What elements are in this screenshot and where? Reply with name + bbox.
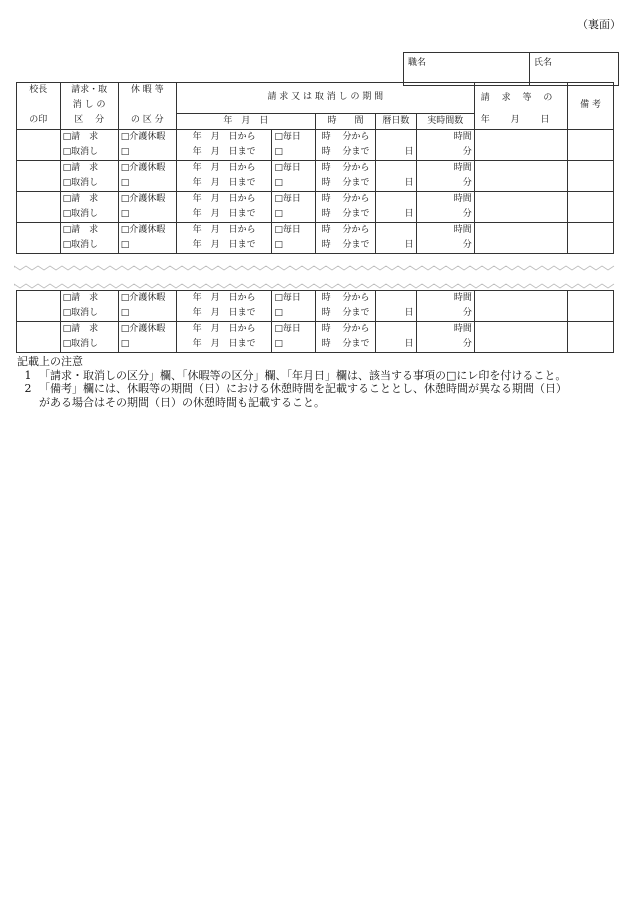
other-checkbox[interactable]: □ (272, 207, 316, 223)
note-item: 1 「請求・取消しの区分」欄、「休暇等の区分」欄、「年月日」欄は、該当する事項の□にレ印を付けること。 (24, 368, 567, 382)
to-date-field[interactable]: 年 月 日まで (176, 176, 272, 192)
daily-checkbox[interactable]: □毎日 (272, 191, 316, 207)
cancel-checkbox[interactable]: □取消し (60, 238, 118, 254)
from-date-field[interactable]: 年 月 日から (176, 291, 272, 307)
leave-request-table-continued (16, 290, 614, 353)
leave-request-table: 校長 請求・取 休 暇 等 請 求 又 は 取 消 し の 期 間 請 求 等 の 備 考 消 し の の印 区 分 の 区 分 年 月 日 時 間 暦日数 実時間数 年 月 日 □請 求 □介護休暇 年 月 日から □毎日 時 分から 時間 □取消し □ 年 月 日まで □ 時 分まで 日 分 □請 求 □介護休暇 年 月 日から □毎日 時 分から 時間 □取消し □ 年 月 日まで □ 時 分まで 日 分 □請 求 □介護休暇 年 月 日から □毎日 時 分から 時間 □取消し □ 年 月 日まで □ 時 分まで 日 分 □請 求 □介護休暇 年 月 日から □毎日 時 分から 時間 □取消し □ 年 月 日まで □ 時 分まで 日 分 (16, 82, 614, 254)
cancel-checkbox[interactable]: □取消し (60, 176, 118, 192)
hours-field[interactable]: 時間 (416, 322, 474, 338)
to-time-field[interactable]: 時 分まで (315, 238, 375, 254)
time-header: 時 間 (315, 113, 375, 129)
from-time-field[interactable]: 時 分から (315, 160, 375, 176)
from-time-field[interactable]: 時 分から (315, 129, 375, 145)
request-date-field[interactable] (474, 129, 567, 145)
other-checkbox[interactable]: □ (272, 238, 316, 254)
request-date-field[interactable] (474, 291, 567, 307)
request-date-field[interactable] (474, 191, 567, 207)
remarks-field[interactable] (568, 160, 614, 176)
from-date-field[interactable]: 年 月 日から (176, 191, 272, 207)
days-unit: 日 (376, 238, 416, 254)
daily-checkbox[interactable]: □毎日 (272, 160, 316, 176)
name-label: 氏名 (534, 58, 553, 68)
minutes-unit: 分 (416, 238, 474, 254)
principal-seal-cell[interactable] (17, 222, 61, 238)
period-title-header: 請 求 又 は 取 消 し の 期 間 (176, 83, 474, 114)
calendar-days-field[interactable] (376, 129, 416, 145)
note-item: 2 「備考」欄には、休暇等の期間（日）における休憩時間を記載することとし、休憩時間が異なる期間（日） がある場合はその期間（日）の休憩時間も記載すること。 (24, 382, 567, 409)
from-date-field[interactable]: 年 月 日から (176, 222, 272, 238)
request-checkbox[interactable]: □請 求 (60, 160, 118, 176)
days-unit: 日 (376, 207, 416, 223)
hours-field[interactable]: 時間 (416, 191, 474, 207)
cancel-checkbox[interactable]: □取消し (60, 207, 118, 223)
remarks-field[interactable] (568, 191, 614, 207)
hours-field[interactable]: 時間 (416, 222, 474, 238)
request-date-field[interactable] (474, 322, 567, 338)
days-unit: 日 (376, 337, 416, 353)
request-checkbox[interactable]: □請 求 (60, 291, 118, 307)
entry-row-top (17, 191, 614, 207)
to-date-field[interactable]: 年 月 日まで (176, 337, 272, 353)
from-time-field[interactable]: 時 分から (315, 191, 375, 207)
request-date-field[interactable] (474, 160, 567, 176)
remarks-field[interactable] (568, 129, 614, 145)
minutes-unit: 分 (416, 176, 474, 192)
minutes-unit: 分 (416, 306, 474, 322)
entry-row-top (17, 322, 614, 338)
calendar-days-header: 暦日数 (376, 113, 416, 129)
days-unit: 日 (376, 145, 416, 161)
to-time-field[interactable]: 時 分まで (315, 145, 375, 161)
entry-row-bottom (17, 176, 614, 192)
job-title-label: 職名 (408, 58, 427, 68)
torn-edge-divider (14, 262, 616, 292)
remarks-field[interactable] (568, 222, 614, 238)
principal-seal-header: 校長 (17, 83, 61, 99)
notes-title: 記載上の注意 (17, 355, 83, 368)
leave-type-header: 休 暇 等 (118, 83, 176, 99)
hours-field[interactable]: 時間 (416, 129, 474, 145)
principal-seal-cell[interactable] (17, 129, 61, 145)
ymd-header: 年 月 日 (176, 113, 315, 129)
calendar-days-field[interactable] (376, 322, 416, 338)
from-date-field[interactable]: 年 月 日から (176, 129, 272, 145)
care-leave-checkbox[interactable]: □介護休暇 (118, 129, 176, 145)
principal-seal-cell[interactable] (17, 291, 61, 307)
request-date-header: 請 求 等 の (474, 83, 567, 114)
calendar-days-field[interactable] (376, 222, 416, 238)
other-checkbox[interactable]: □ (272, 176, 316, 192)
notes-section (17, 355, 567, 409)
entry-row-bottom (17, 238, 614, 254)
to-date-field[interactable]: 年 月 日まで (176, 306, 272, 322)
daily-checkbox[interactable]: □毎日 (272, 129, 316, 145)
from-time-field[interactable]: 時 分から (315, 222, 375, 238)
principal-seal-cell[interactable] (17, 322, 61, 338)
other-checkbox[interactable]: □ (272, 337, 316, 353)
calendar-days-field[interactable] (376, 191, 416, 207)
daily-checkbox[interactable]: □毎日 (272, 222, 316, 238)
request-checkbox[interactable]: □請 求 (60, 222, 118, 238)
remarks-header: 備 考 (568, 83, 614, 130)
minutes-unit: 分 (416, 145, 474, 161)
cancel-checkbox[interactable]: □取消し (60, 145, 118, 161)
care-leave-checkbox[interactable]: □介護休暇 (118, 291, 176, 307)
request-checkbox[interactable]: □請 求 (60, 191, 118, 207)
entry-row-bottom (17, 306, 614, 322)
daily-checkbox[interactable]: □毎日 (272, 322, 316, 338)
other-leave-checkbox[interactable]: □ (118, 207, 176, 223)
other-leave-checkbox[interactable]: □ (118, 306, 176, 322)
other-checkbox[interactable]: □ (272, 306, 316, 322)
other-leave-checkbox[interactable]: □ (118, 238, 176, 254)
care-leave-checkbox[interactable]: □介護休暇 (118, 322, 176, 338)
request-date-header-2: 年 月 日 (474, 113, 567, 129)
remarks-field[interactable] (568, 291, 614, 307)
entry-row-top (17, 160, 614, 176)
minutes-unit: 分 (416, 207, 474, 223)
care-leave-checkbox[interactable]: □介護休暇 (118, 191, 176, 207)
page-label: （裏面） (577, 18, 621, 31)
calendar-days-field[interactable] (376, 291, 416, 307)
to-time-field[interactable]: 時 分まで (315, 207, 375, 223)
hours-field[interactable]: 時間 (416, 160, 474, 176)
entry-row-top (17, 222, 614, 238)
calendar-days-field[interactable] (376, 160, 416, 176)
request-checkbox[interactable]: □請 求 (60, 129, 118, 145)
minutes-unit: 分 (416, 337, 474, 353)
to-time-field[interactable]: 時 分まで (315, 306, 375, 322)
from-time-field[interactable]: 時 分から (315, 291, 375, 307)
principal-seal-cell[interactable] (17, 191, 61, 207)
job-title-field[interactable] (404, 53, 530, 86)
entry-row-bottom (17, 337, 614, 353)
other-checkbox[interactable]: □ (272, 145, 316, 161)
request-type-header: 請求・取 (60, 83, 118, 99)
other-leave-checkbox[interactable]: □ (118, 176, 176, 192)
request-date-field[interactable] (474, 222, 567, 238)
entry-row-top (17, 129, 614, 145)
hours-field[interactable]: 時間 (416, 291, 474, 307)
to-date-field[interactable]: 年 月 日まで (176, 207, 272, 223)
care-leave-checkbox[interactable]: □介護休暇 (118, 222, 176, 238)
remarks-field[interactable] (568, 322, 614, 338)
from-date-field[interactable]: 年 月 日から (176, 160, 272, 176)
other-leave-checkbox[interactable]: □ (118, 145, 176, 161)
entry-row-bottom (17, 145, 614, 161)
principal-seal-cell[interactable] (17, 160, 61, 176)
to-time-field[interactable]: 時 分まで (315, 176, 375, 192)
to-time-field[interactable]: 時 分まで (315, 337, 375, 353)
identity-table (403, 52, 619, 86)
to-date-field[interactable]: 年 月 日まで (176, 145, 272, 161)
from-time-field[interactable]: 時 分から (315, 322, 375, 338)
cancel-checkbox[interactable]: □取消し (60, 306, 118, 322)
entry-row-top (17, 291, 614, 307)
entry-row-bottom (17, 207, 614, 223)
days-unit: 日 (376, 306, 416, 322)
days-unit: 日 (376, 176, 416, 192)
from-date-field[interactable]: 年 月 日から (176, 322, 272, 338)
actual-hours-header: 実時間数 (416, 113, 474, 129)
name-field[interactable] (530, 53, 619, 86)
daily-checkbox[interactable]: □毎日 (272, 291, 316, 307)
cancel-checkbox[interactable]: □取消し (60, 337, 118, 353)
to-date-field[interactable]: 年 月 日まで (176, 238, 272, 254)
request-checkbox[interactable]: □請 求 (60, 322, 118, 338)
care-leave-checkbox[interactable]: □介護休暇 (118, 160, 176, 176)
other-leave-checkbox[interactable]: □ (118, 337, 176, 353)
